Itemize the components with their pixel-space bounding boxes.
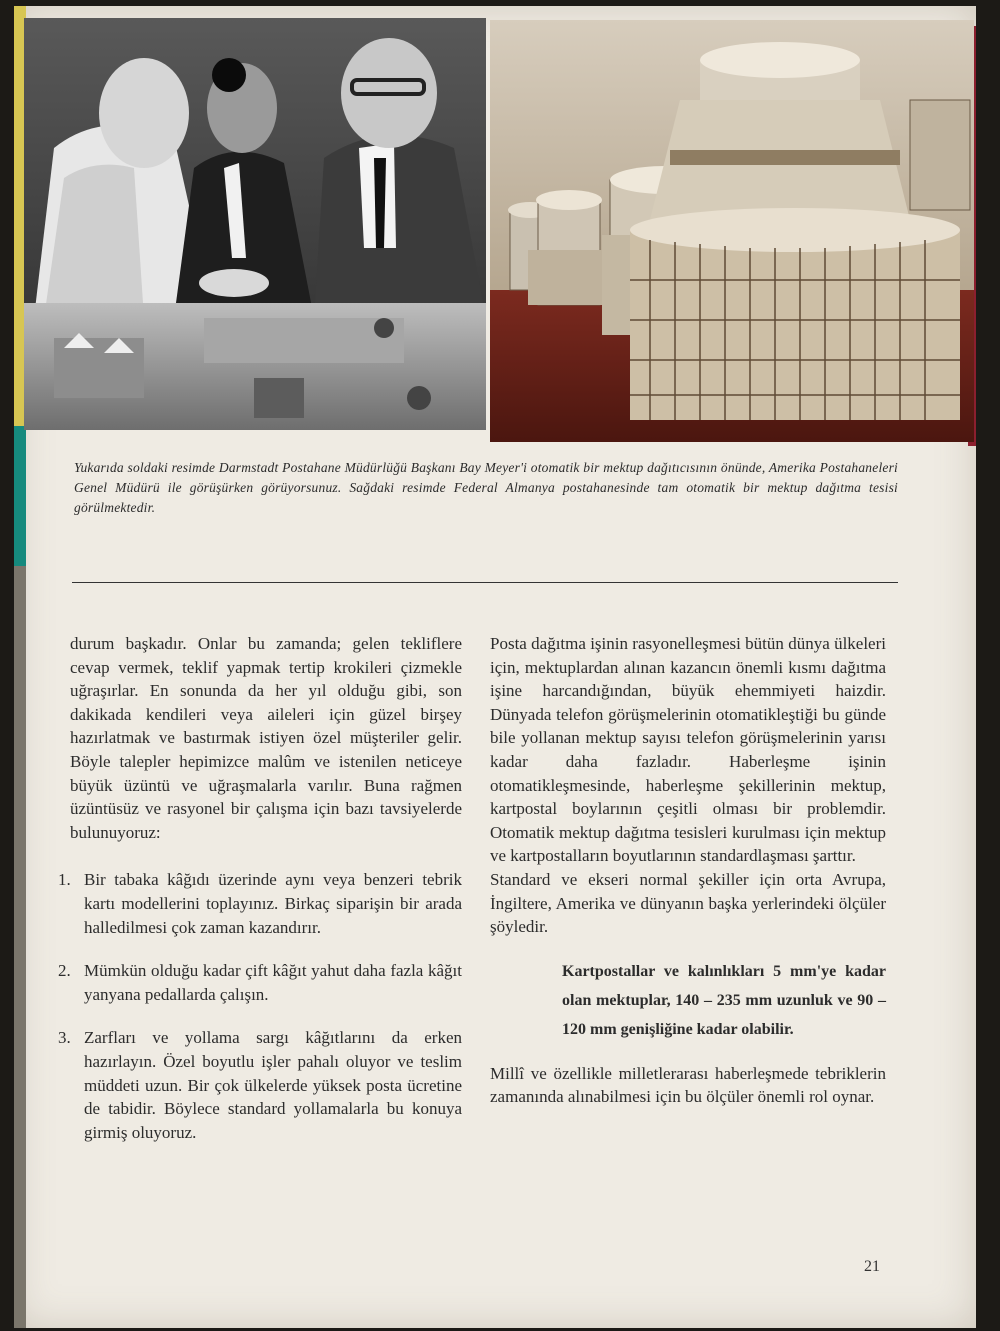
page-edge-teal (14, 426, 26, 566)
sorting-machine-drawing (490, 20, 974, 442)
list-text: Zarfları ve yollama sargı kâğıtlarını da erken hazırlayın. Özel boyutlu işler pahalı oluyor ve teslim müddeti uzun. Bir çok ülkelerde yüksek posta ücretine de tabidir. Böylece standard yollamalarla bu konuya girmiş oluyoruz. (84, 1028, 462, 1142)
list-item (58, 959, 462, 1006)
right-paragraph-3: Millî ve özellikle milletlerarası haberleşmede tebriklerin zamanında alınabilmesi için bu ölçüler önemli rol oynar. (490, 1063, 886, 1107)
list-number: 3. (58, 1028, 71, 1048)
list-item (58, 868, 462, 939)
list-text: Bir tabaka kâğıdı üzerinde aynı veya benzeri tebrik kartı modellerini toplayınız. Birkaç siparişin bir arada halledilmesi çok zaman kazandırır. (84, 870, 462, 937)
page-edge-gray (14, 566, 26, 1328)
book-page (14, 6, 976, 1328)
left-intro-paragraph: durum başkadır. Onlar bu zamanda; gelen tekliflere cevap vermek, teklif yapmak tertip krokileri çizmekle uğraşırlar. En sonunda da her yıl olduğu gibi, son dakikada kendileri veya aileleri için güzel birşey hazırlatmak ve bastırmak istiyen özel müşteriler gelir. Böyle talepler hepimizce malûm ve istenilen neticeye büyük üzüntü ve uğraşmalarla varılır. Buna rağmen üzüntüsüz ve rasyonel bir çalışma için bazı tavsiyelerde bulunuyoruz: (70, 634, 462, 842)
punch-hole (212, 58, 246, 92)
right-paragraph-1: Posta dağıtma işinin rasyonelleşmesi bütün dünya ülkeleri için, mektuplardan alınan kazancın önemli kısmı dağıtma işine harcandığından, büyük ehemmiyeti haizdir. Dünyada telefon görüşmelerinin otomatikleştiği bu günde bile yollanan mektup sayısı telefon görüşmelerinin yarısı kadar daha fazladır. Haberleşme işinin otomatikleşmesinde, haberleşme şekillerinin mektup, kartpostal boylarının çeşitli olması bir problemdir. Otomatik mektup dağıtma tesisleri kurulması için mektup ve kartpostalların boyutlarının standardlaşması şarttır. (490, 634, 886, 866)
list-text: Mümkün olduğu kadar çift kâğıt yahut daha fazla kâğıt yanyana pedallarda çalışın. (84, 961, 462, 1004)
officials-photo-drawing (24, 18, 486, 430)
right-paragraph-2: Standard ve ekseri normal şekiller için orta Avrupa, İngiltere, Amerika ve dünyanın başka yerlerindeki ölçüler şöyledir. (490, 869, 886, 937)
list-item (58, 1026, 462, 1144)
list-number: 2. (58, 961, 71, 981)
section-divider (72, 582, 898, 583)
page-number: 21 (864, 1258, 880, 1275)
list-number: 1. (58, 870, 71, 890)
left-column (58, 632, 462, 1144)
dimension-statement: Kartpostallar ve kalınlıkları 5 mm'ye kadar olan mektuplar, 140 – 235 mm uzunluk ve 90 – 120 mm genişliğine kadar olabilir. (562, 962, 886, 1038)
sorting-machine-photo (490, 20, 974, 442)
officials-photo (24, 18, 486, 430)
photo-caption: Yukarıda soldaki resimde Darmstadt Postahane Müdürlüğü Başkanı Bay Meyer'i otomatik bir mektup dağıtıcısının önünde, Amerika Postahaneleri Genel Müdürü ile görüşürken görüyorsunuz. Sağdaki resimde Federal Almanya postahanesinde tam otomatik bir mektup dağıtma tesisi görülmektedir. (74, 460, 898, 515)
right-column (490, 632, 886, 1109)
